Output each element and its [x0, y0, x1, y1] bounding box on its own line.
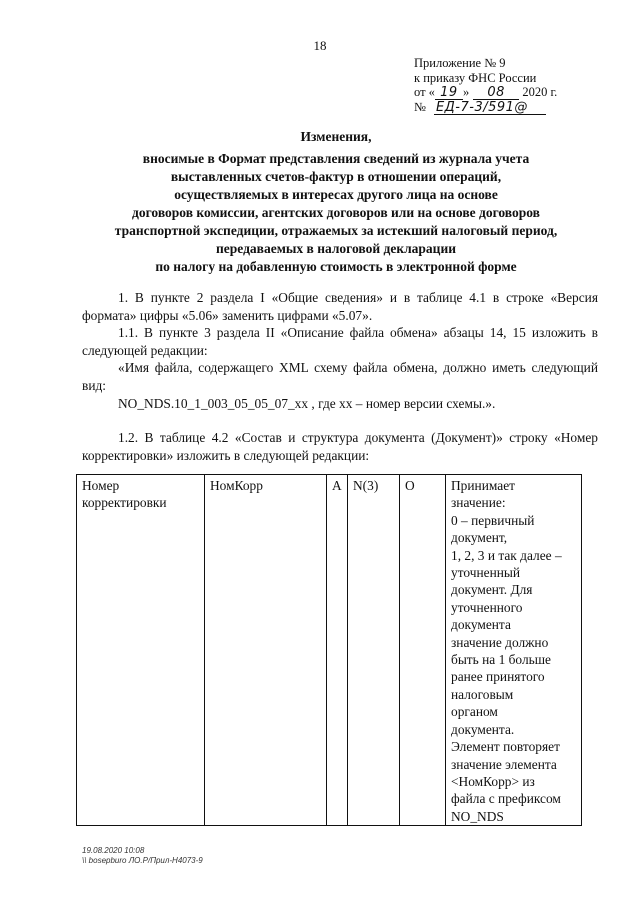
title-line-1: вносимые в Формат представления сведений из журнала учета	[142, 151, 530, 166]
description-line: уточненный	[451, 565, 521, 581]
cell-element-format: N(3)	[348, 475, 400, 826]
description-line: 1, 2, 3 и так далее –	[451, 547, 562, 563]
description-line: значение должно	[451, 634, 549, 650]
structure-table	[76, 474, 582, 826]
description-line: уточненного	[451, 599, 523, 615]
date-mid: »	[462, 85, 470, 99]
date-year: 2020 г.	[522, 85, 558, 99]
title-line-2: выставленных счетов-фактур в отношении операций,	[170, 169, 502, 184]
description-line: быть на 1 больше	[451, 652, 551, 668]
description-line: документ,	[451, 530, 508, 546]
description-line: Принимает	[451, 478, 515, 493]
cell-element-name: Номер корректировки	[77, 475, 205, 826]
description-line: файла с префиксом	[451, 791, 561, 807]
cell-element-type: A	[327, 475, 348, 826]
appendix-date	[414, 85, 557, 100]
description-line: органом	[451, 704, 498, 720]
paragraph-filename: NO_NDS.10_1_003_05_05_07_xx , где хх – номер версии схемы.».	[118, 395, 496, 411]
description-line: налоговым	[451, 686, 514, 702]
cell-element-required: О	[400, 475, 446, 826]
title-line-7: по налогу на добавленную стоимость в электронной форме	[155, 259, 517, 274]
date-month-handwritten: 08	[473, 87, 519, 100]
table-row	[77, 475, 582, 826]
paragraph-1-1: 1.1. В пункте 3 раздела II «Описание файла обмена» абзацы 14, 15 изложить в следующей редакции:	[82, 325, 598, 358]
description-line: значение элемента	[451, 756, 557, 772]
cell-element-description	[446, 475, 582, 826]
cell-element-tag: НомКорр	[205, 475, 327, 826]
title-line-4: договоров комиссии, агентских договоров или на основе договоров	[132, 205, 540, 220]
description-line: документа	[451, 617, 511, 633]
appendix-title: Приложение № 9	[414, 56, 506, 70]
appendix-order: к приказу ФНС России	[414, 70, 537, 85]
paragraph-1-2: 1.2. В таблице 4.2 «Состав и структура документа (Документ)» строку «Номер корректировки» изложить в следующей редакции:	[82, 430, 598, 463]
description-line: <НомКорр> из	[451, 773, 535, 789]
number-prefix: №	[414, 100, 426, 114]
description-line: ранее принятого	[451, 669, 545, 685]
description-line: документ. Для	[451, 582, 533, 598]
footer-stamp	[82, 846, 203, 866]
description-line: NO_NDS	[451, 808, 504, 824]
body-text	[82, 289, 598, 464]
paragraph-quote: «Имя файла, содержащего XML схему файла обмена, должно иметь следующий вид:	[82, 360, 598, 393]
number-handwritten: ЕД-7-3/591@	[434, 102, 546, 115]
footer-path: \\ bosepburo ЛО.Р/Прил-Н4073-9	[82, 856, 203, 865]
title-heading: Изменения,	[300, 129, 372, 144]
date-prefix: от «	[414, 85, 435, 99]
description-line: значение:	[451, 495, 506, 511]
document-title	[70, 128, 602, 276]
date-day-handwritten: 19	[435, 87, 463, 100]
description-line: документа.	[451, 721, 515, 737]
description-line: Элемент повторяет	[451, 739, 560, 755]
title-line-5: транспортной экспедиции, отражаемых за истекший налоговый период,	[114, 223, 558, 238]
title-line-3: осуществляемых в интересах другого лица на основе	[174, 187, 498, 202]
footer-timestamp: 19.08.2020 10:08	[82, 846, 145, 855]
appendix-number	[414, 100, 557, 115]
title-line-6: передаваемых в налоговой декларации	[215, 241, 457, 256]
appendix-block	[414, 56, 557, 115]
paragraph-1: 1. В пункте 2 раздела I «Общие сведения» и в таблице 4.1 в строке «Версия формата» цифры «5.06» заменить цифрами «5.07».	[82, 290, 598, 323]
description-line: 0 – первичный	[451, 512, 535, 528]
page-number: 18	[313, 38, 327, 53]
